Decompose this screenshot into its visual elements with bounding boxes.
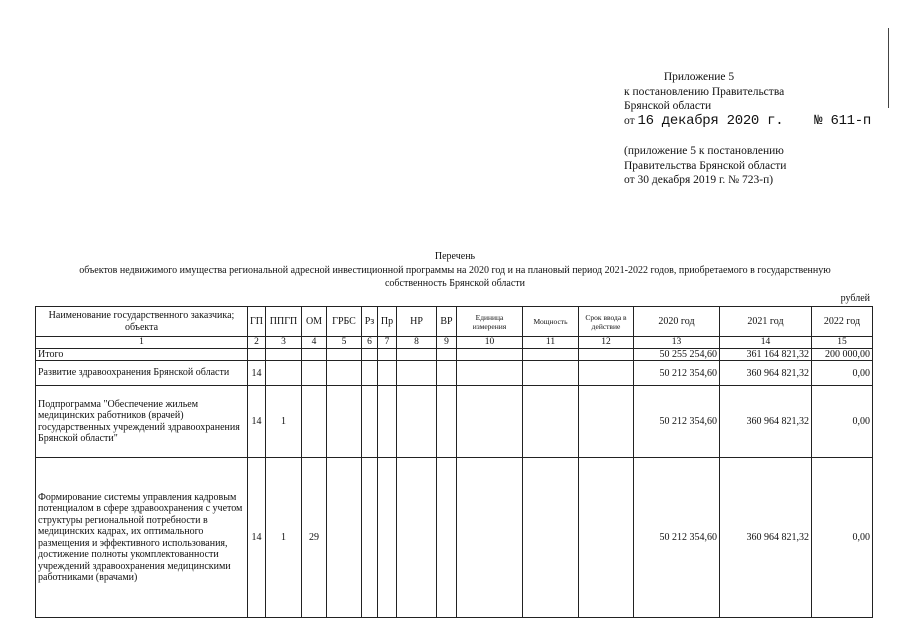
header-rz: Рз <box>362 307 378 337</box>
document-title <box>30 250 880 291</box>
row-om: 29 <box>302 458 327 618</box>
row-gp: 14 <box>248 386 266 458</box>
column-number: 8 <box>397 337 437 349</box>
table-row-measure <box>36 458 873 618</box>
header-unit: Единица измерения <box>457 307 523 337</box>
column-number: 10 <box>457 337 523 349</box>
header-ppgp: ППГП <box>266 307 302 337</box>
table-row-subprogram <box>36 386 873 458</box>
column-number: 2 <box>248 337 266 349</box>
column-number: 11 <box>523 337 579 349</box>
row-2020: 50 212 354,60 <box>634 361 720 386</box>
column-number: 12 <box>579 337 634 349</box>
date-prefix: от <box>624 114 635 127</box>
column-number: 9 <box>437 337 457 349</box>
header-pr: Пр <box>378 307 397 337</box>
row-ppgp: 1 <box>266 386 302 458</box>
title-line-1: Перечень <box>434 251 476 262</box>
column-number: 3 <box>266 337 302 349</box>
appendix-line-3: Брянской области <box>624 100 712 112</box>
row-2022: 0,00 <box>812 458 873 618</box>
table-row-total <box>36 349 873 361</box>
header-vr: ВР <box>437 307 457 337</box>
units-label: рублей <box>840 293 870 304</box>
row-om <box>302 361 327 386</box>
row-2022: 200 000,00 <box>812 349 873 361</box>
column-number: 13 <box>634 337 720 349</box>
header-2020: 2020 год <box>634 307 720 337</box>
row-2020: 50 212 354,60 <box>634 386 720 458</box>
row-2022: 0,00 <box>812 361 873 386</box>
row-2021: 360 964 821,32 <box>720 458 812 618</box>
row-2021: 360 964 821,32 <box>720 386 812 458</box>
row-om <box>302 349 327 361</box>
header-2022: 2022 год <box>812 307 873 337</box>
row-name: Итого <box>36 349 248 361</box>
appendix-block <box>624 70 894 188</box>
row-2021: 361 164 821,32 <box>720 349 812 361</box>
column-number: 5 <box>327 337 362 349</box>
prev-line-2: Правительства Брянской области <box>624 159 787 172</box>
header-deadline: Срок ввода в действие <box>579 307 634 337</box>
row-gp: 14 <box>248 458 266 618</box>
header-grbs: ГРБС <box>327 307 362 337</box>
header-om: ОМ <box>302 307 327 337</box>
appendix-date-line <box>624 114 871 129</box>
prev-line-3: от 30 декабря 2019 г. № 723-п) <box>624 174 774 186</box>
column-number: 7 <box>378 337 397 349</box>
header-row <box>36 307 873 337</box>
row-name: Развитие здравоохранения Брянской области <box>36 361 248 386</box>
row-name: Формирование системы управления кадровым потенциалом в сфере здравоохранения с учетом структуры региональной потребности в медицинских кадрах, их оптимального размещения и эффективного использования, достижение полноты укомплектованности учреждений здравоохранения медицинскими работниками (врачами) <box>36 458 248 618</box>
previous-edition-note <box>624 144 894 188</box>
appendix-line-1: Приложение 5 <box>663 71 735 83</box>
row-2022: 0,00 <box>812 386 873 458</box>
column-number-row <box>36 337 873 349</box>
row-2021: 360 964 821,32 <box>720 361 812 386</box>
header-capacity: Мощность <box>523 307 579 337</box>
resolution-number: № 611-п <box>814 112 871 129</box>
row-2020: 50 212 354,60 <box>634 458 720 618</box>
column-number: 6 <box>362 337 378 349</box>
row-2020: 50 255 254,60 <box>634 349 720 361</box>
column-number: 1 <box>36 337 248 349</box>
column-number: 15 <box>812 337 873 349</box>
row-ppgp <box>266 361 302 386</box>
column-number: 14 <box>720 337 812 349</box>
row-om <box>302 386 327 458</box>
row-gp: 14 <box>248 361 266 386</box>
header-2021: 2021 год <box>720 307 812 337</box>
row-ppgp <box>266 349 302 361</box>
table-row-program <box>36 361 873 386</box>
header-gp: ГП <box>248 307 266 337</box>
prev-line-1: (приложение 5 к постановлению <box>624 145 784 157</box>
date-value: 16 декабря 2020 г. <box>637 112 784 129</box>
investment-table <box>35 306 873 618</box>
appendix-line-2: к постановлению Правительства <box>624 85 785 98</box>
column-number: 4 <box>302 337 327 349</box>
title-line-2: объектов недвижимого имущества региональной адресной инвестиционной программы на 2020 год и на плановый период 2021-2022 годов, приобретаемого в государственную <box>79 264 831 276</box>
header-name: Наименование государственного заказчика; объекта <box>36 307 248 337</box>
title-line-3: собственность Брянской области <box>384 278 526 289</box>
row-ppgp: 1 <box>266 458 302 618</box>
row-name: Подпрограмма "Обеспечение жильем медицинских работников (врачей) государственных учреждений здравоохранения Брянской области" <box>36 386 248 458</box>
row-gp <box>248 349 266 361</box>
header-nr: НР <box>397 307 437 337</box>
